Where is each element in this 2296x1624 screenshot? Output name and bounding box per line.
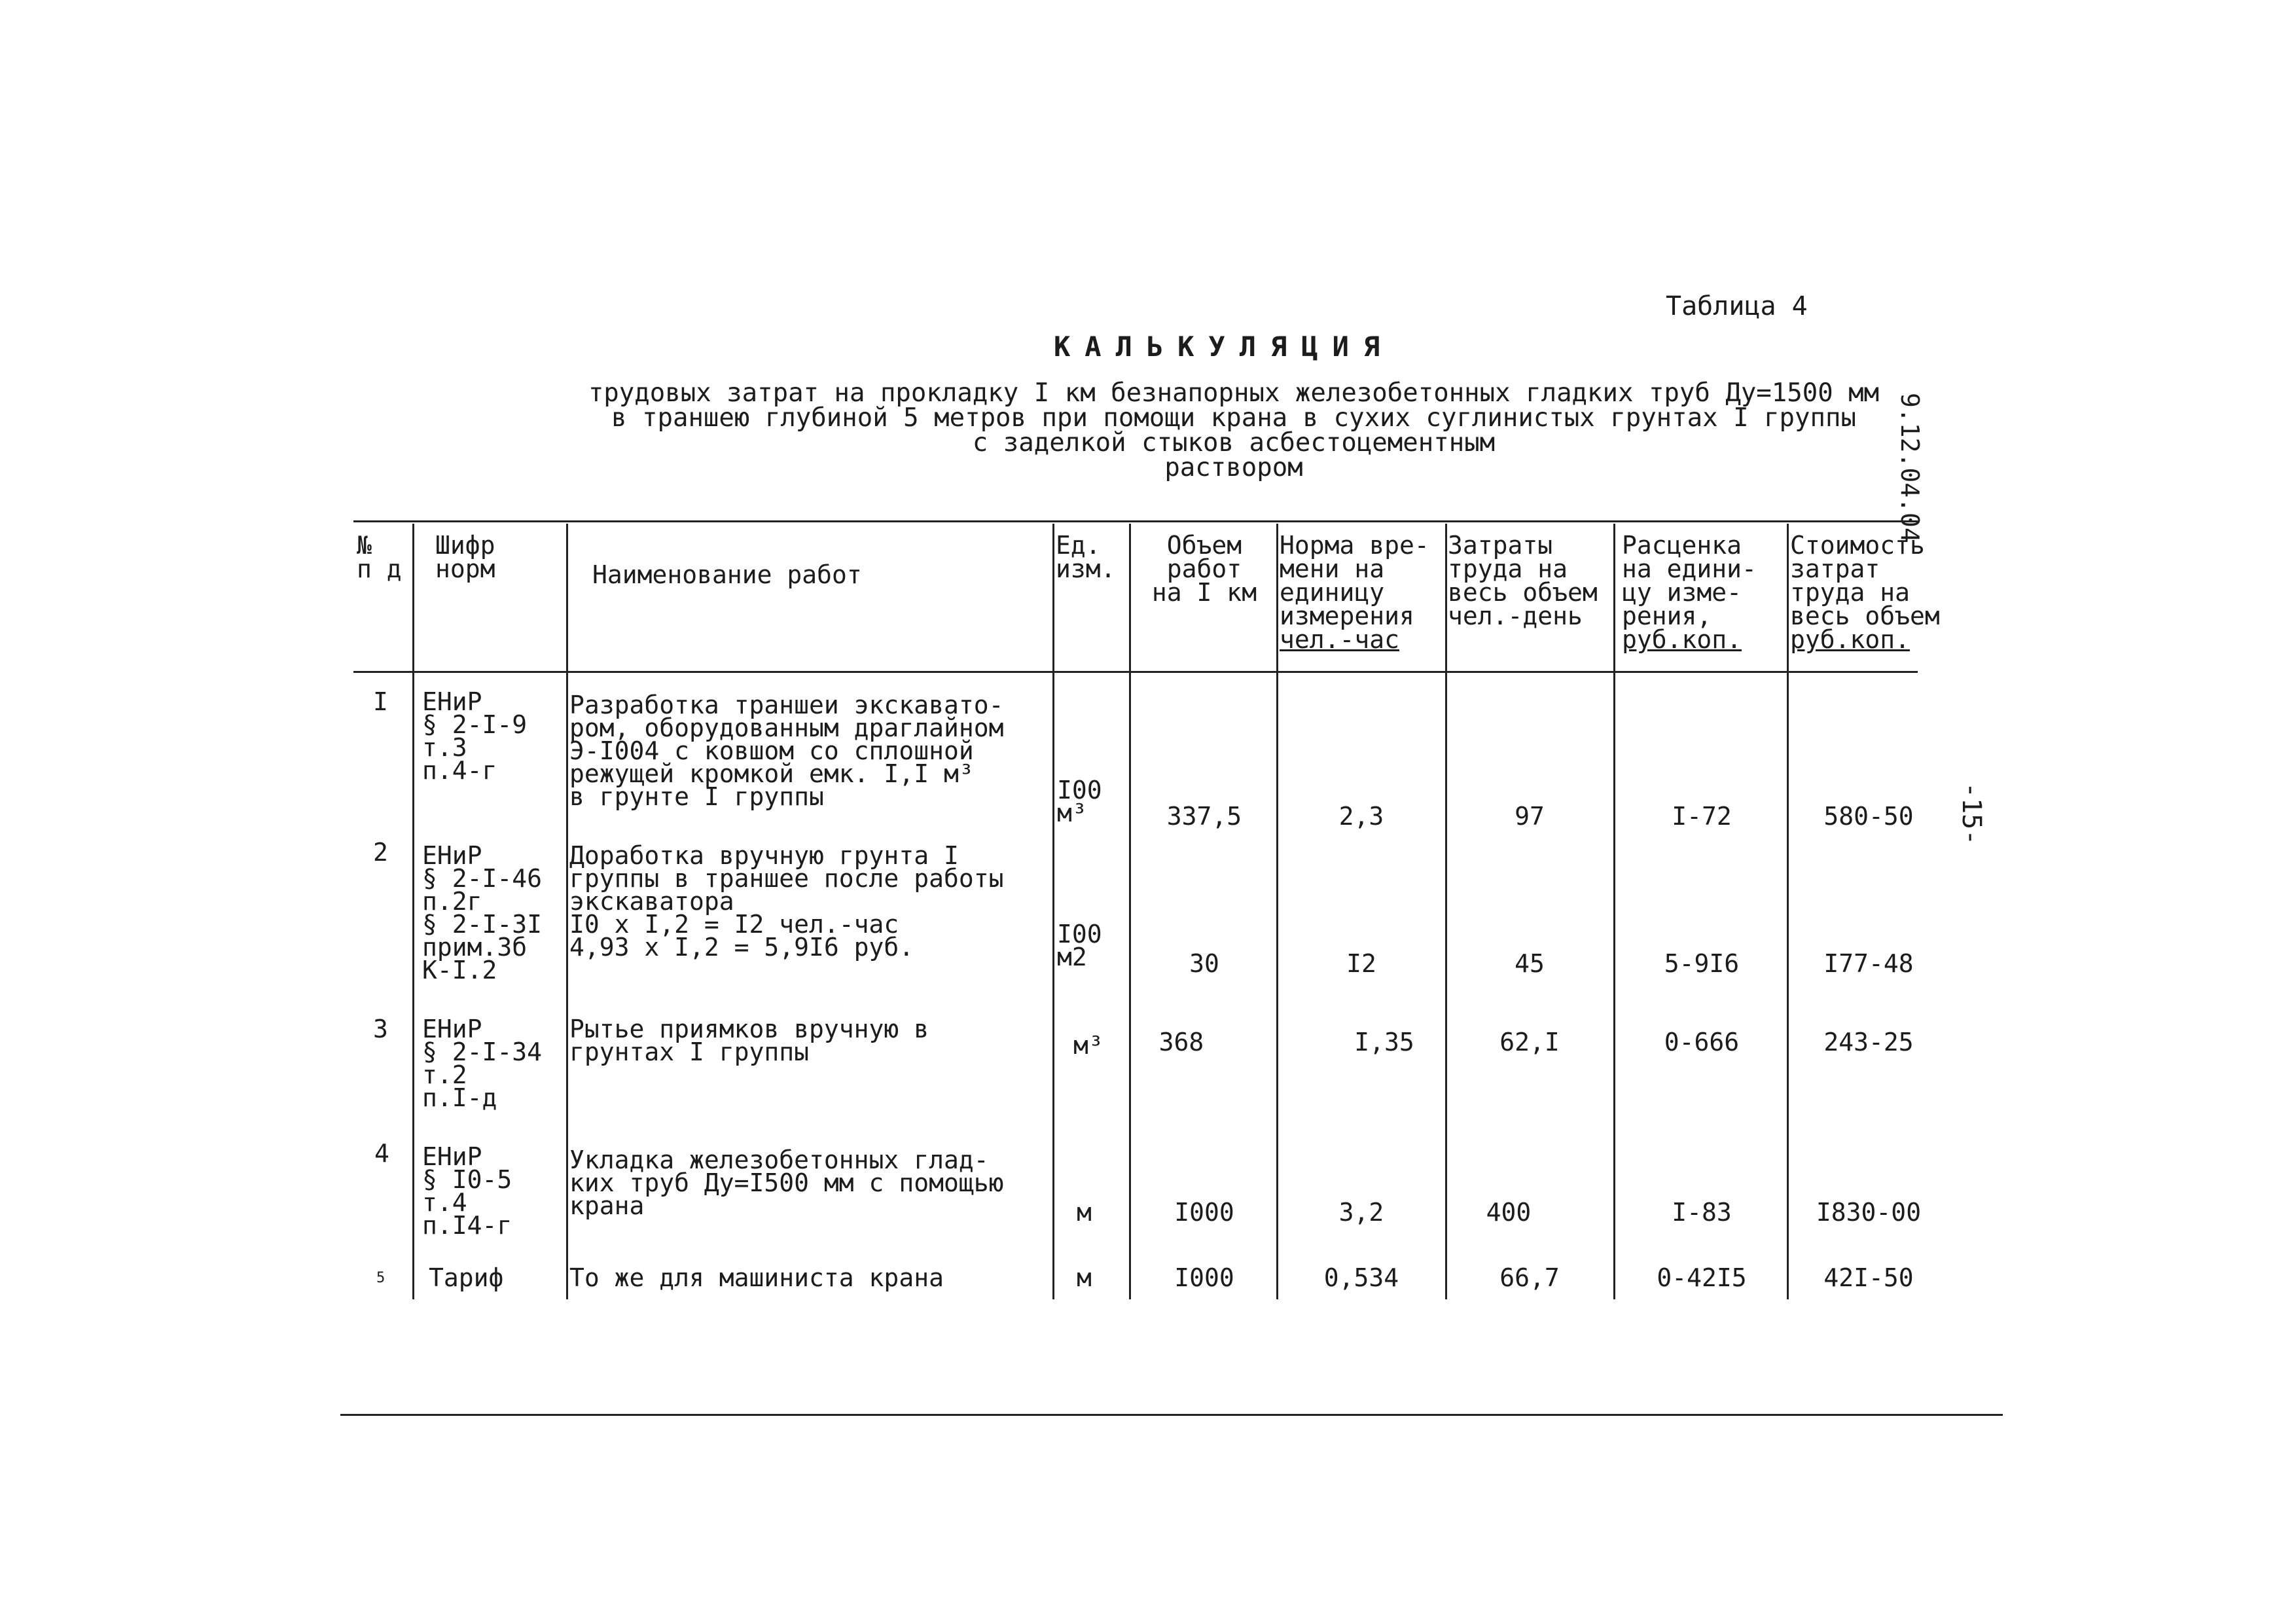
row-code: ЕНиР § 2-I-34 т.2 п.I-д [422,1015,543,1112]
row-rate: I-72 [1672,802,1732,831]
row-name: Доработка вручную грунта I группы в траншее после работы экскаватора I0 х I,2 = I2 чел.-час 4,93 х I,2 = 5,9I6 руб. [569,841,1004,962]
row-name: То же для машиниста крана [569,1263,944,1292]
row-num: I [373,687,388,716]
row-rate: 0-666 [1664,1028,1740,1056]
side-code: 9.12.04.04 [1895,393,1924,543]
row-norm: 2,3 [1338,802,1384,831]
row-labor: 400 [1486,1198,1532,1227]
col-divider [1276,524,1278,1299]
row-name: Разработка траншеи экскавато- ром, оборудованным драглайном Э-I004 с ковшом со сплошной режущей кромкой емк. I,I м³ в грунте I группы [569,691,1004,811]
row-volume: I000 [1174,1198,1234,1227]
row-rate: 0-42I5 [1657,1263,1747,1292]
row-norm: I,35 [1354,1028,1414,1056]
row-volume: 337,5 [1166,802,1242,831]
header-volume: Объем работ на I км [1151,531,1257,607]
header-rate: Расценка на едини- цу изме- рения, руб.коп. [1622,531,1757,654]
subtitle-line: с заделкой стыков асбестоцементным [972,428,1496,458]
col-divider [412,524,414,1299]
row-num: 2 [373,838,388,867]
table-header-rule [353,671,1918,673]
row-cost: 580-50 [1823,802,1914,831]
header-unit: Ед. изм. [1056,531,1116,583]
row-unit: м [1077,1198,1092,1227]
document-subtitle [547,378,1921,482]
row-num: 5 [376,1270,386,1286]
col-divider [1613,524,1615,1299]
col-divider [1129,524,1131,1299]
row-rate: I-83 [1672,1198,1732,1227]
row-name: Укладка железобетонных глад- ких труб Ду=I500 мм с помощью крана [569,1146,1004,1220]
subtitle-line: раствором [1164,453,1303,482]
row-cost: 243-25 [1823,1028,1914,1056]
row-volume: 30 [1189,949,1219,978]
row-labor: 45 [1515,949,1545,978]
table-label: Таблица 4 [1666,291,1808,321]
header-labor: Затраты труда на весь объем чел.-день [1448,531,1598,630]
col-divider [1787,524,1789,1299]
row-labor: 62,I [1499,1028,1560,1056]
subtitle-line: трудовых затрат на прокладку I км безнапорных железобетонных гладких труб Ду=1500 мм [588,378,1880,408]
row-labor: 66,7 [1499,1263,1560,1292]
row-unit: I00 м³ [1057,776,1102,827]
row-unit: м³ [1073,1031,1103,1060]
document-title: КАЛЬКУЛЯЦИЯ [1054,331,1395,363]
row-code: ЕНиР § I0-5 т.4 п.I4-г [422,1142,512,1240]
header-code: Шифр норм [435,531,495,583]
header-cost: Стоимость затрат труда на весь объем руб.коп. [1790,531,1940,654]
header-name: Наименование работ [592,560,862,589]
row-num: 4 [374,1139,389,1168]
row-unit: м [1077,1263,1092,1292]
subtitle-line: в траншею глубиной 5 метров при помощи крана в сухих суглинистых грунтах I группы [611,403,1856,433]
page-number: -15- [1956,782,1986,846]
row-num: 3 [373,1015,388,1043]
row-unit: I00 м2 [1057,920,1102,971]
col-divider [566,524,568,1299]
row-name: Рытье приямков вручную в грунтах I группы [569,1015,929,1066]
row-cost: I77-48 [1823,949,1914,978]
col-divider [1445,524,1447,1299]
table-bottom-rule [340,1414,2003,1416]
row-norm: 3,2 [1338,1198,1384,1227]
row-code: ЕНиР § 2-I-46 п.2г § 2-I-3I прим.3б К-I.2 [422,841,543,984]
row-code: Тариф [429,1263,504,1292]
row-norm: I2 [1346,949,1376,978]
row-labor: 97 [1515,802,1545,831]
header-norm: Норма вре- мени на единицу измерения чел.-час [1280,531,1429,654]
row-volume: I000 [1174,1263,1234,1292]
row-cost: 42I-50 [1823,1263,1914,1292]
row-norm: 0,534 [1323,1263,1399,1292]
row-volume: 368 [1158,1028,1204,1056]
row-code: ЕНиР § 2-I-9 т.3 п.4-г [422,687,528,785]
table-top-rule [353,520,1918,522]
row-rate: 5-9I6 [1664,949,1740,978]
row-cost: I830-00 [1816,1198,1922,1227]
header-num: № п д [357,531,402,583]
col-divider [1052,524,1054,1299]
